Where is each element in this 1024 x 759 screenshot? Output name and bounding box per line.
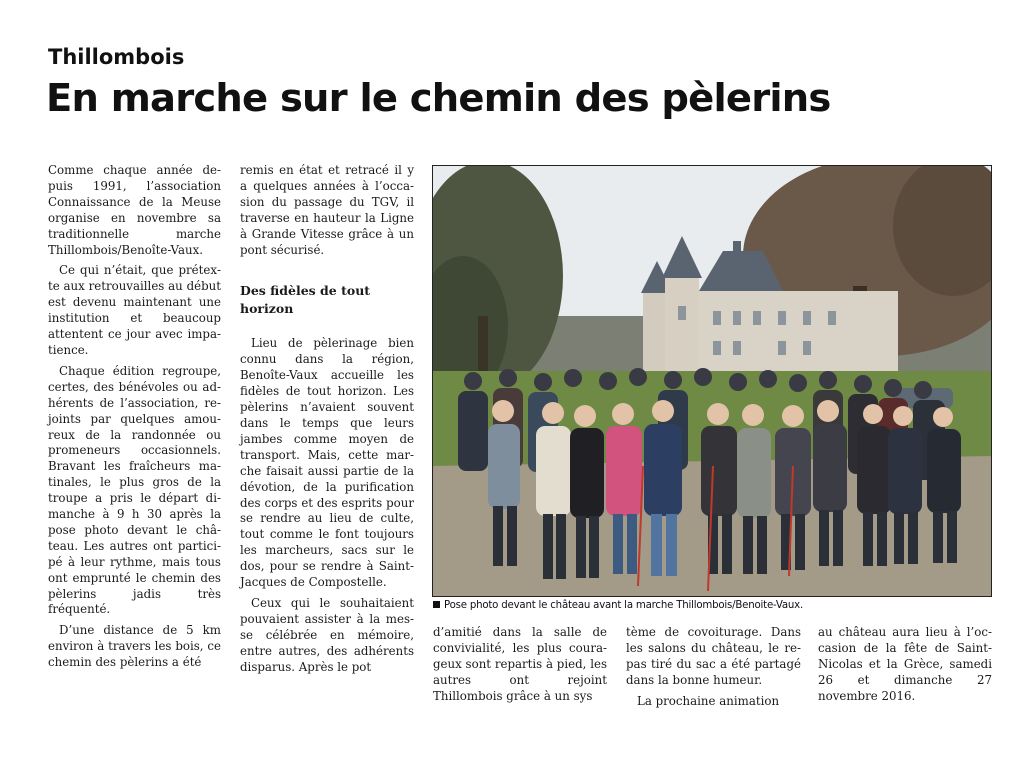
photo-caption <box>433 600 803 611</box>
paragraph: Ceux qui le souhaitaient pouvaient assister à la messe célébrée en mémoire, entre autres, des adhérents disparus. Après le pot <box>240 595 414 674</box>
article-column-5 <box>818 625 992 710</box>
paragraph: Ce qui n’était, que prétexte aux retrouvailles au début est devenu maintenant une institution et beaucoup attentent ce jour avec impatience. <box>48 263 221 357</box>
caption-bullet-icon <box>433 601 440 608</box>
paragraph: D’une distance de 5 km environ à travers les bois, ce chemin des pèlerins a été <box>48 623 221 670</box>
paragraph: d’amitié dans la salle de convivialité, les plus courageux sont repartis à pied, les autres ont rejoint Thillombois grâce à un sys <box>433 625 607 703</box>
photo-caption-text: Pose photo devant le château avant la marche Thillombois/Benoite-Vaux. <box>444 600 804 611</box>
group-photo <box>432 165 992 597</box>
article-subheading: Des fidèles de tout horizon <box>240 283 371 317</box>
article-column-2 <box>240 163 414 680</box>
article-column-1 <box>48 163 221 676</box>
article-column-4 <box>626 625 801 715</box>
paragraph: Lieu de pèlerinage bien connu dans la région, Benoîte-Vaux accueille les fidèles de tout horizon. Les pèlerins n’avaient souvent dans le temps que leurs jambes comme moyen de transport. Mais, cette marche faisait aussi partie de la dévotion, de la purification des corps et des esprits pour se rendre au lieu de culte, tout comme le font toujours les marcheurs, sacs sur le dos, pour se rendre à Saint-Jacques de Compostelle. <box>240 336 414 590</box>
article-kicker: Thillombois <box>48 45 185 69</box>
article-headline: En marche sur le chemin des pèlerins <box>46 76 831 121</box>
paragraph: au château aura lieu à l’occasion de la fête de Saint-Nicolas et la Grèce, samedi 26 et dimanche 27 novembre 2016. <box>818 625 992 703</box>
paragraph: remis en état et retracé il y a quelques années à l’occasion du passage du TGV, il traverse en hauteur la Ligne à Grande Vitesse grâce à un pont sécurisé. <box>240 163 414 257</box>
paragraph: La prochaine animation <box>637 693 780 708</box>
paragraph: tème de covoiturage. Dans les salons du château, le repas tiré du sac a été partagé dans la bonne humeur. <box>626 625 801 687</box>
paragraph: Comme chaque année depuis 1991, l’association Connaissance de la Meuse organise en novembre sa traditionnelle marche Thillombois/Benoîte-Vaux. <box>48 163 221 257</box>
article-column-3 <box>433 625 607 710</box>
paragraph: Chaque édition regroupe, certes, des bénévoles ou adhérents de l’association, rejoints par quelques amoureux de la randonnée ou promeneurs occasionnels. Bravant les fraîcheurs matinales, le plus gros de la troupe a pris le départ dimanche à 9 h 30 après la pose photo devant le château. Les autres ont participé à leur rythme, mais tous ont emprunté le chemin des pèlerins jadis très fréquenté. <box>48 363 221 617</box>
